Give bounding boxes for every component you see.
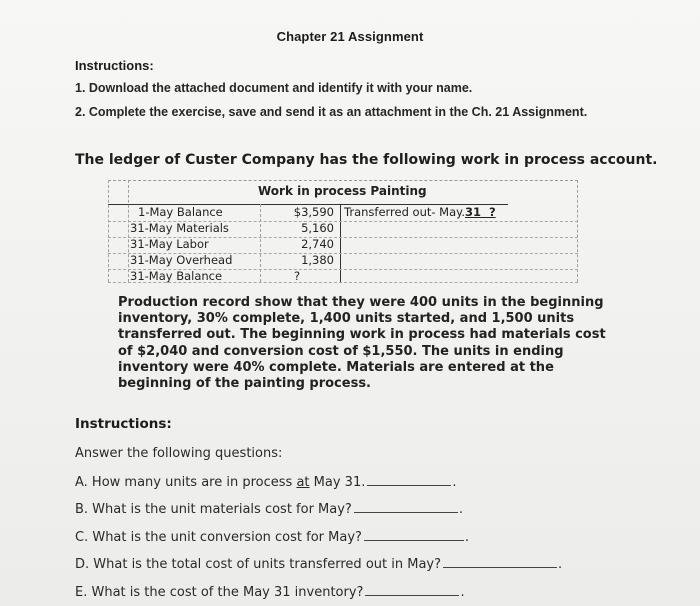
page-title: Chapter 21 Assignment xyxy=(276,29,424,44)
ledger-credit-label: Transferred out- May. xyxy=(344,205,465,219)
ledger-title: Work in process Painting xyxy=(258,184,427,198)
question-a xyxy=(75,475,457,490)
answer-end-mark: . xyxy=(460,585,465,600)
question-a-text-start: A. How many units are in process xyxy=(75,475,297,490)
instruction-item-1: 1. Download the attached document and identify it with your name. xyxy=(75,81,473,95)
ledger-center-divider xyxy=(340,204,341,282)
ledger-credit-amount-value: ? xyxy=(489,205,496,219)
instruction-item-2: 2. Complete the exercise, save and send it as an attachment in the Ch. 21 Assignment. xyxy=(75,105,588,119)
question-c-text: C. What is the unit conversion cost for May? xyxy=(75,530,362,545)
question-d-text: D. What is the total cost of units transferred out in May? xyxy=(75,557,441,572)
answer-blank-b[interactable] xyxy=(354,502,458,513)
ledger-debit-amount: ? xyxy=(294,269,301,283)
ledger-debit-label: 31-May Overhead xyxy=(130,253,233,267)
production-record-paragraph: Production record show that they were 400 units in the beginning inventory, 30% complete, 1,400 units started, and 1,500 units transferred out. The beginning work in process had materials cost of $2,040 and conversion cost of $1,550. The units in ending inventory were 40% complete. Materials are entered at the beginning of the painting process. xyxy=(118,295,606,392)
answer-blank-c[interactable] xyxy=(364,530,464,541)
ledger-debit-label: 31-May Labor xyxy=(130,237,209,251)
questions-lead: Answer the following questions: xyxy=(75,446,283,461)
ledger-debit-amount: 2,740 xyxy=(301,237,334,251)
ledger-amount-dashed-border xyxy=(260,204,261,282)
question-a-text-end: May 31. xyxy=(309,475,366,490)
answer-blank-e[interactable] xyxy=(365,585,459,596)
t-account-ledger xyxy=(108,176,578,284)
answer-end-mark: . xyxy=(558,557,563,572)
instructions-heading: Instructions: xyxy=(75,58,154,73)
question-b-text: B. What is the unit materials cost for May? xyxy=(75,502,352,517)
ledger-label-dashed-border xyxy=(128,180,129,282)
ledger-intro: The ledger of Custer Company has the following work in process account. xyxy=(75,152,658,168)
answer-end-mark: . xyxy=(464,530,470,545)
ledger-debit-label: 31-May Balance xyxy=(130,269,223,283)
question-e xyxy=(75,585,465,600)
question-c xyxy=(75,530,469,545)
question-b xyxy=(75,502,463,517)
ledger-credit-amount xyxy=(481,205,496,219)
answer-end-mark: . xyxy=(458,502,463,517)
questions-heading: Instructions: xyxy=(75,416,172,432)
ledger-right-dashed-border xyxy=(577,180,578,282)
ledger-debit-label: 31-May Materials xyxy=(130,221,229,235)
ledger-debit-amount: 5,160 xyxy=(301,221,334,235)
ledger-debit-amount: 1,380 xyxy=(301,253,334,267)
answer-blank-a[interactable] xyxy=(367,475,451,486)
ledger-debit-amount: $3,590 xyxy=(293,205,334,219)
question-e-text: E. What is the cost of the May 31 inventory? xyxy=(75,585,364,600)
ledger-credit-entry xyxy=(344,205,496,219)
ledger-debit-label: 1-May Balance xyxy=(138,205,223,219)
ledger-top-dashed-border xyxy=(108,180,578,181)
ledger-left-dashed-border xyxy=(108,180,109,282)
question-d xyxy=(75,557,562,572)
answer-blank-d[interactable] xyxy=(443,557,557,568)
answer-end-mark: . xyxy=(452,475,457,490)
question-a-underlined-word: at xyxy=(296,475,310,490)
ledger-credit-date: 31 xyxy=(464,205,481,219)
